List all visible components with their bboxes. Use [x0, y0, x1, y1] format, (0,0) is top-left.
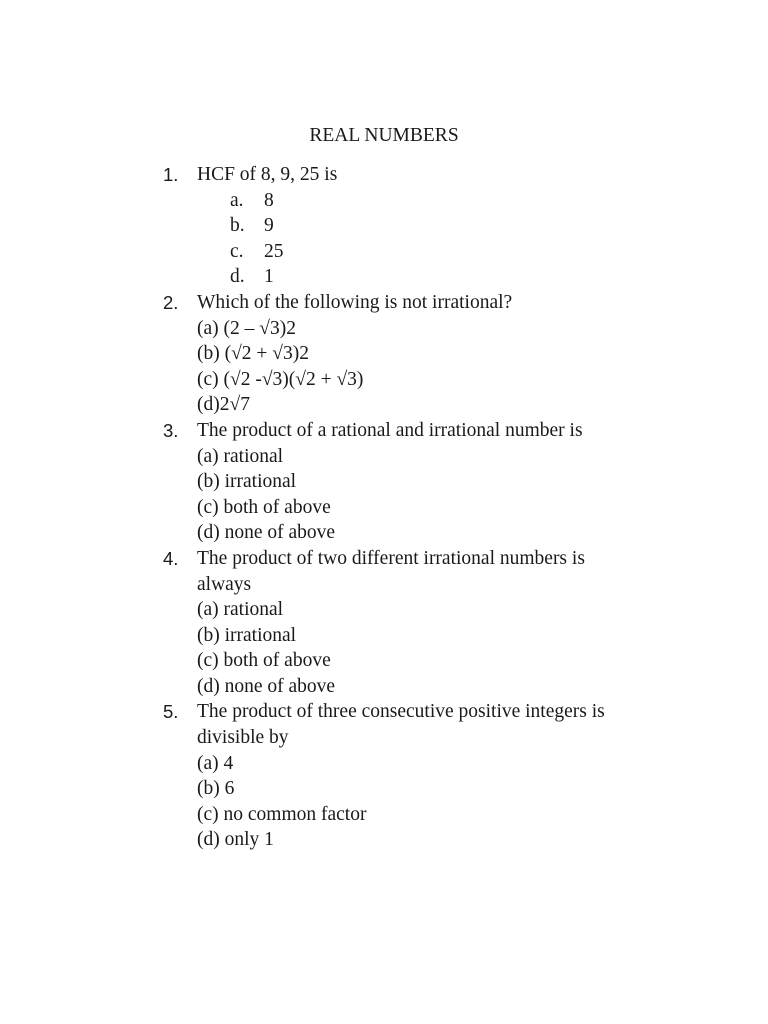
option-a: (a) rational: [197, 599, 284, 621]
option-marker: a.: [230, 189, 244, 211]
option-list: [197, 751, 643, 853]
option-a: [230, 188, 643, 214]
question-text: The product of two different irrational numbers is always: [197, 547, 585, 595]
option-d: (d) none of above: [197, 675, 336, 697]
option-marker: c.: [230, 240, 244, 262]
option-a: (a) 4: [197, 752, 234, 774]
option-text: 9: [264, 215, 274, 237]
option-text: 1: [264, 266, 274, 288]
question-number: 1.: [163, 164, 179, 185]
option-d: (d)2√7: [197, 394, 250, 416]
option-b: (b) 6: [197, 778, 235, 800]
option-marker: b.: [230, 215, 245, 237]
question-number: 4.: [163, 547, 179, 569]
option-d: (d) only 1: [197, 829, 274, 851]
option-c: (c) no common factor: [197, 803, 367, 825]
option-text: 25: [264, 240, 284, 262]
question-3: [163, 418, 643, 546]
question-text: Which of the following is not irrational?: [197, 291, 513, 313]
option-b: (b) irrational: [197, 624, 297, 646]
question-number: 2.: [163, 291, 179, 313]
question-4: [163, 546, 643, 700]
option-list: [197, 188, 643, 290]
option-b: (b) (√2 + √3)2: [197, 343, 310, 365]
option-text: 8: [264, 189, 274, 211]
option-b: (b) irrational: [197, 471, 297, 493]
question-text: The product of a rational and irrational number is: [197, 419, 583, 441]
option-list: [197, 444, 643, 546]
option-b: [230, 213, 643, 239]
question-5: [163, 699, 643, 853]
option-c: (c) (√2 -√3)(√2 + √3): [197, 368, 364, 390]
option-c: (c) both of above: [197, 650, 331, 672]
question-text: The product of three consecutive positive integers is divisible by: [197, 701, 605, 749]
option-a: (a) (2 – √3)2: [197, 317, 296, 339]
option-c: (c) both of above: [197, 496, 331, 518]
option-d: [230, 264, 643, 290]
option-c: [230, 239, 643, 265]
question-number: 5.: [163, 701, 179, 723]
option-d: (d) none of above: [197, 522, 336, 544]
question-number: 3.: [163, 419, 179, 441]
question-list: [163, 162, 643, 853]
question-2: [163, 290, 643, 418]
question-1: [163, 162, 643, 290]
page-title: REAL NUMBERS: [309, 125, 459, 146]
option-marker: d.: [230, 266, 245, 288]
option-list: [197, 316, 643, 418]
option-list: [197, 597, 643, 699]
option-a: (a) rational: [197, 445, 284, 467]
question-text: HCF of 8, 9, 25 is: [197, 164, 338, 185]
